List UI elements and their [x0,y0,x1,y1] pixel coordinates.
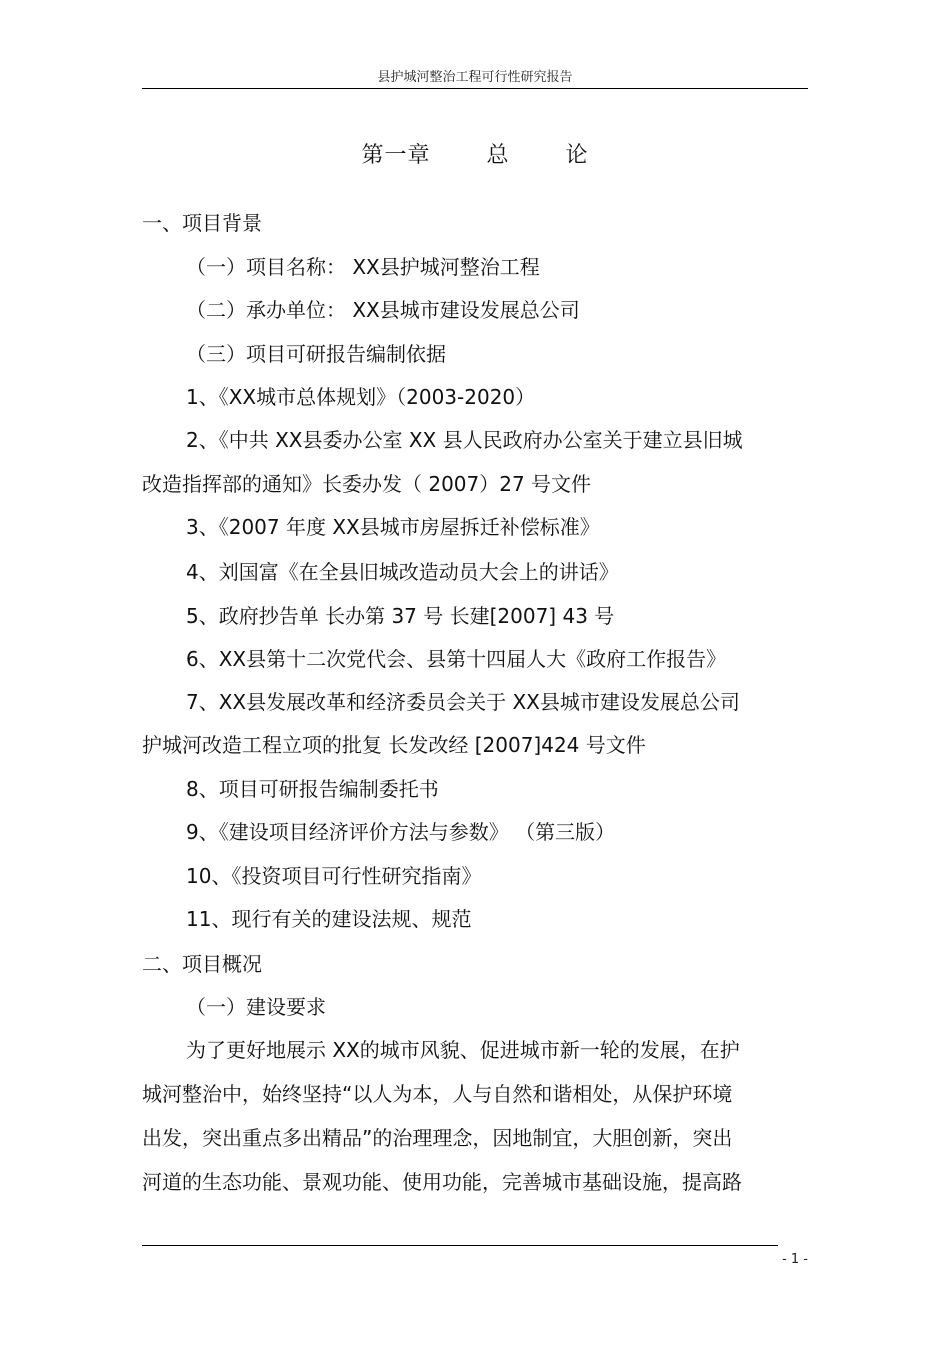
chapter-word-2: 论 [565,143,589,168]
text-line: 5、政府抄告单 长办第 37 号 长建[2007] 43 号 [186,604,615,628]
text-line: 2、《中共 XX县委办公室 XX 县人民政府办公室关于建立县旧城 [186,428,743,452]
text-line: 11、现行有关的建设法规、规范 [186,907,472,931]
text-line: 改造指挥部的通知》长委办发（ 2007）27 号文件 [142,472,592,496]
page-number: - 1 - [782,1252,808,1267]
text-line: 6、XX县第十二次党代会、县第十四届人大《政府工作报告》 [186,647,727,671]
text-line: （二）承办单位： XX县城市建设发展总公司 [186,298,580,322]
section-heading: 一、项目背景 [142,211,262,235]
text-line: 9、《建设项目经济评价方法与参数》 （第三版） [186,820,616,844]
chapter-word-1: 总 [486,143,510,168]
text-line: 7、XX县发展改革和经济委员会关于 XX县城市建设发展总公司 [186,690,740,714]
text-line: 河道的生态功能、景观功能、使用功能，完善城市基础设施，提高路 [142,1170,742,1194]
chapter-number: 第一章 [361,143,431,168]
text-line: 8、项目可研报告编制委托书 [186,777,439,801]
chapter-title [142,138,808,169]
text-line: （一）建设要求 [186,995,326,1019]
text-line: 10、《投资项目可行性研究指南》 [186,864,482,888]
text-line: 4、刘国富《在全县旧城改造动员大会上的讲话》 [186,560,619,584]
running-header: 县护城河整治工程可行性研究报告 [377,70,573,85]
text-line: 城河整治中，始终坚持“以人为本，人与自然和谐相处，从保护环境 [142,1082,733,1106]
section-heading: 二、项目概况 [142,952,262,976]
text-line: （三）项目可研报告编制依据 [186,342,446,366]
text-line: 护城河改造工程立项的批复 长发改经 [2007]424 号文件 [142,733,646,757]
footer-rule [142,1245,778,1246]
text-line: （一）项目名称： XX县护城河整治工程 [186,255,540,279]
text-line: 为了更好地展示 XX的城市风貌、促进城市新一轮的发展，在护 [186,1038,740,1062]
text-line: 3、《2007 年度 XX县城市房屋拆迁补偿标准》 [186,515,600,539]
text-line: 1、《XX城市总体规划》（2003-2020） [186,385,536,409]
text-line: 出发，突出重点多出精品”的治理理念，因地制宜，大胆创新，突出 [142,1126,733,1150]
header-rule [142,88,808,89]
